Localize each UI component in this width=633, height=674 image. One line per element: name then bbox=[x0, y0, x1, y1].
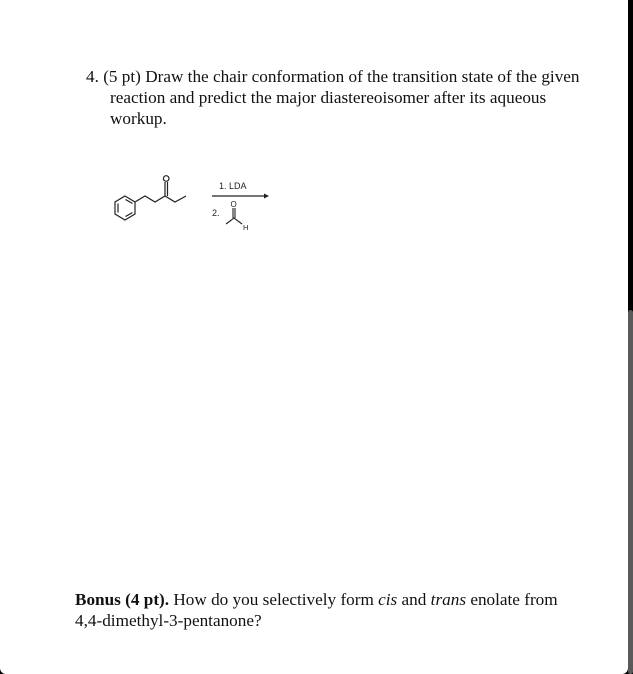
question-text: (5 pt) Draw the chair conformation of the transition state of the given reaction and predict the major diastereoisomer after its aqueous workup. bbox=[103, 67, 580, 128]
question-number: 4. bbox=[86, 67, 99, 86]
reagent-step2: 2. bbox=[212, 208, 220, 218]
bonus-label: Bonus (4 pt). bbox=[75, 590, 170, 609]
ketone-chain bbox=[135, 176, 186, 202]
bonus-text-post: enolate from 4,4-dimethyl-3-pentanone? bbox=[75, 590, 558, 630]
reaction-scheme bbox=[108, 158, 288, 248]
reaction-arrow bbox=[212, 194, 269, 199]
reagent-step1: 1. LDA bbox=[219, 181, 247, 191]
benzene-ring bbox=[115, 196, 135, 220]
vertical-scrollbar[interactable] bbox=[628, 310, 633, 674]
aldehyde-hydrogen: H bbox=[243, 223, 249, 232]
question-4 bbox=[86, 66, 590, 129]
bonus-trans: trans bbox=[430, 590, 467, 609]
bonus-text-pre: How do you selectively form bbox=[169, 590, 379, 609]
bonus-question bbox=[75, 589, 575, 631]
acetaldehyde bbox=[226, 208, 242, 224]
bonus-text-mid: and bbox=[397, 590, 431, 609]
aldehyde-oxygen: O bbox=[230, 200, 237, 209]
bonus-cis: cis bbox=[378, 590, 398, 609]
